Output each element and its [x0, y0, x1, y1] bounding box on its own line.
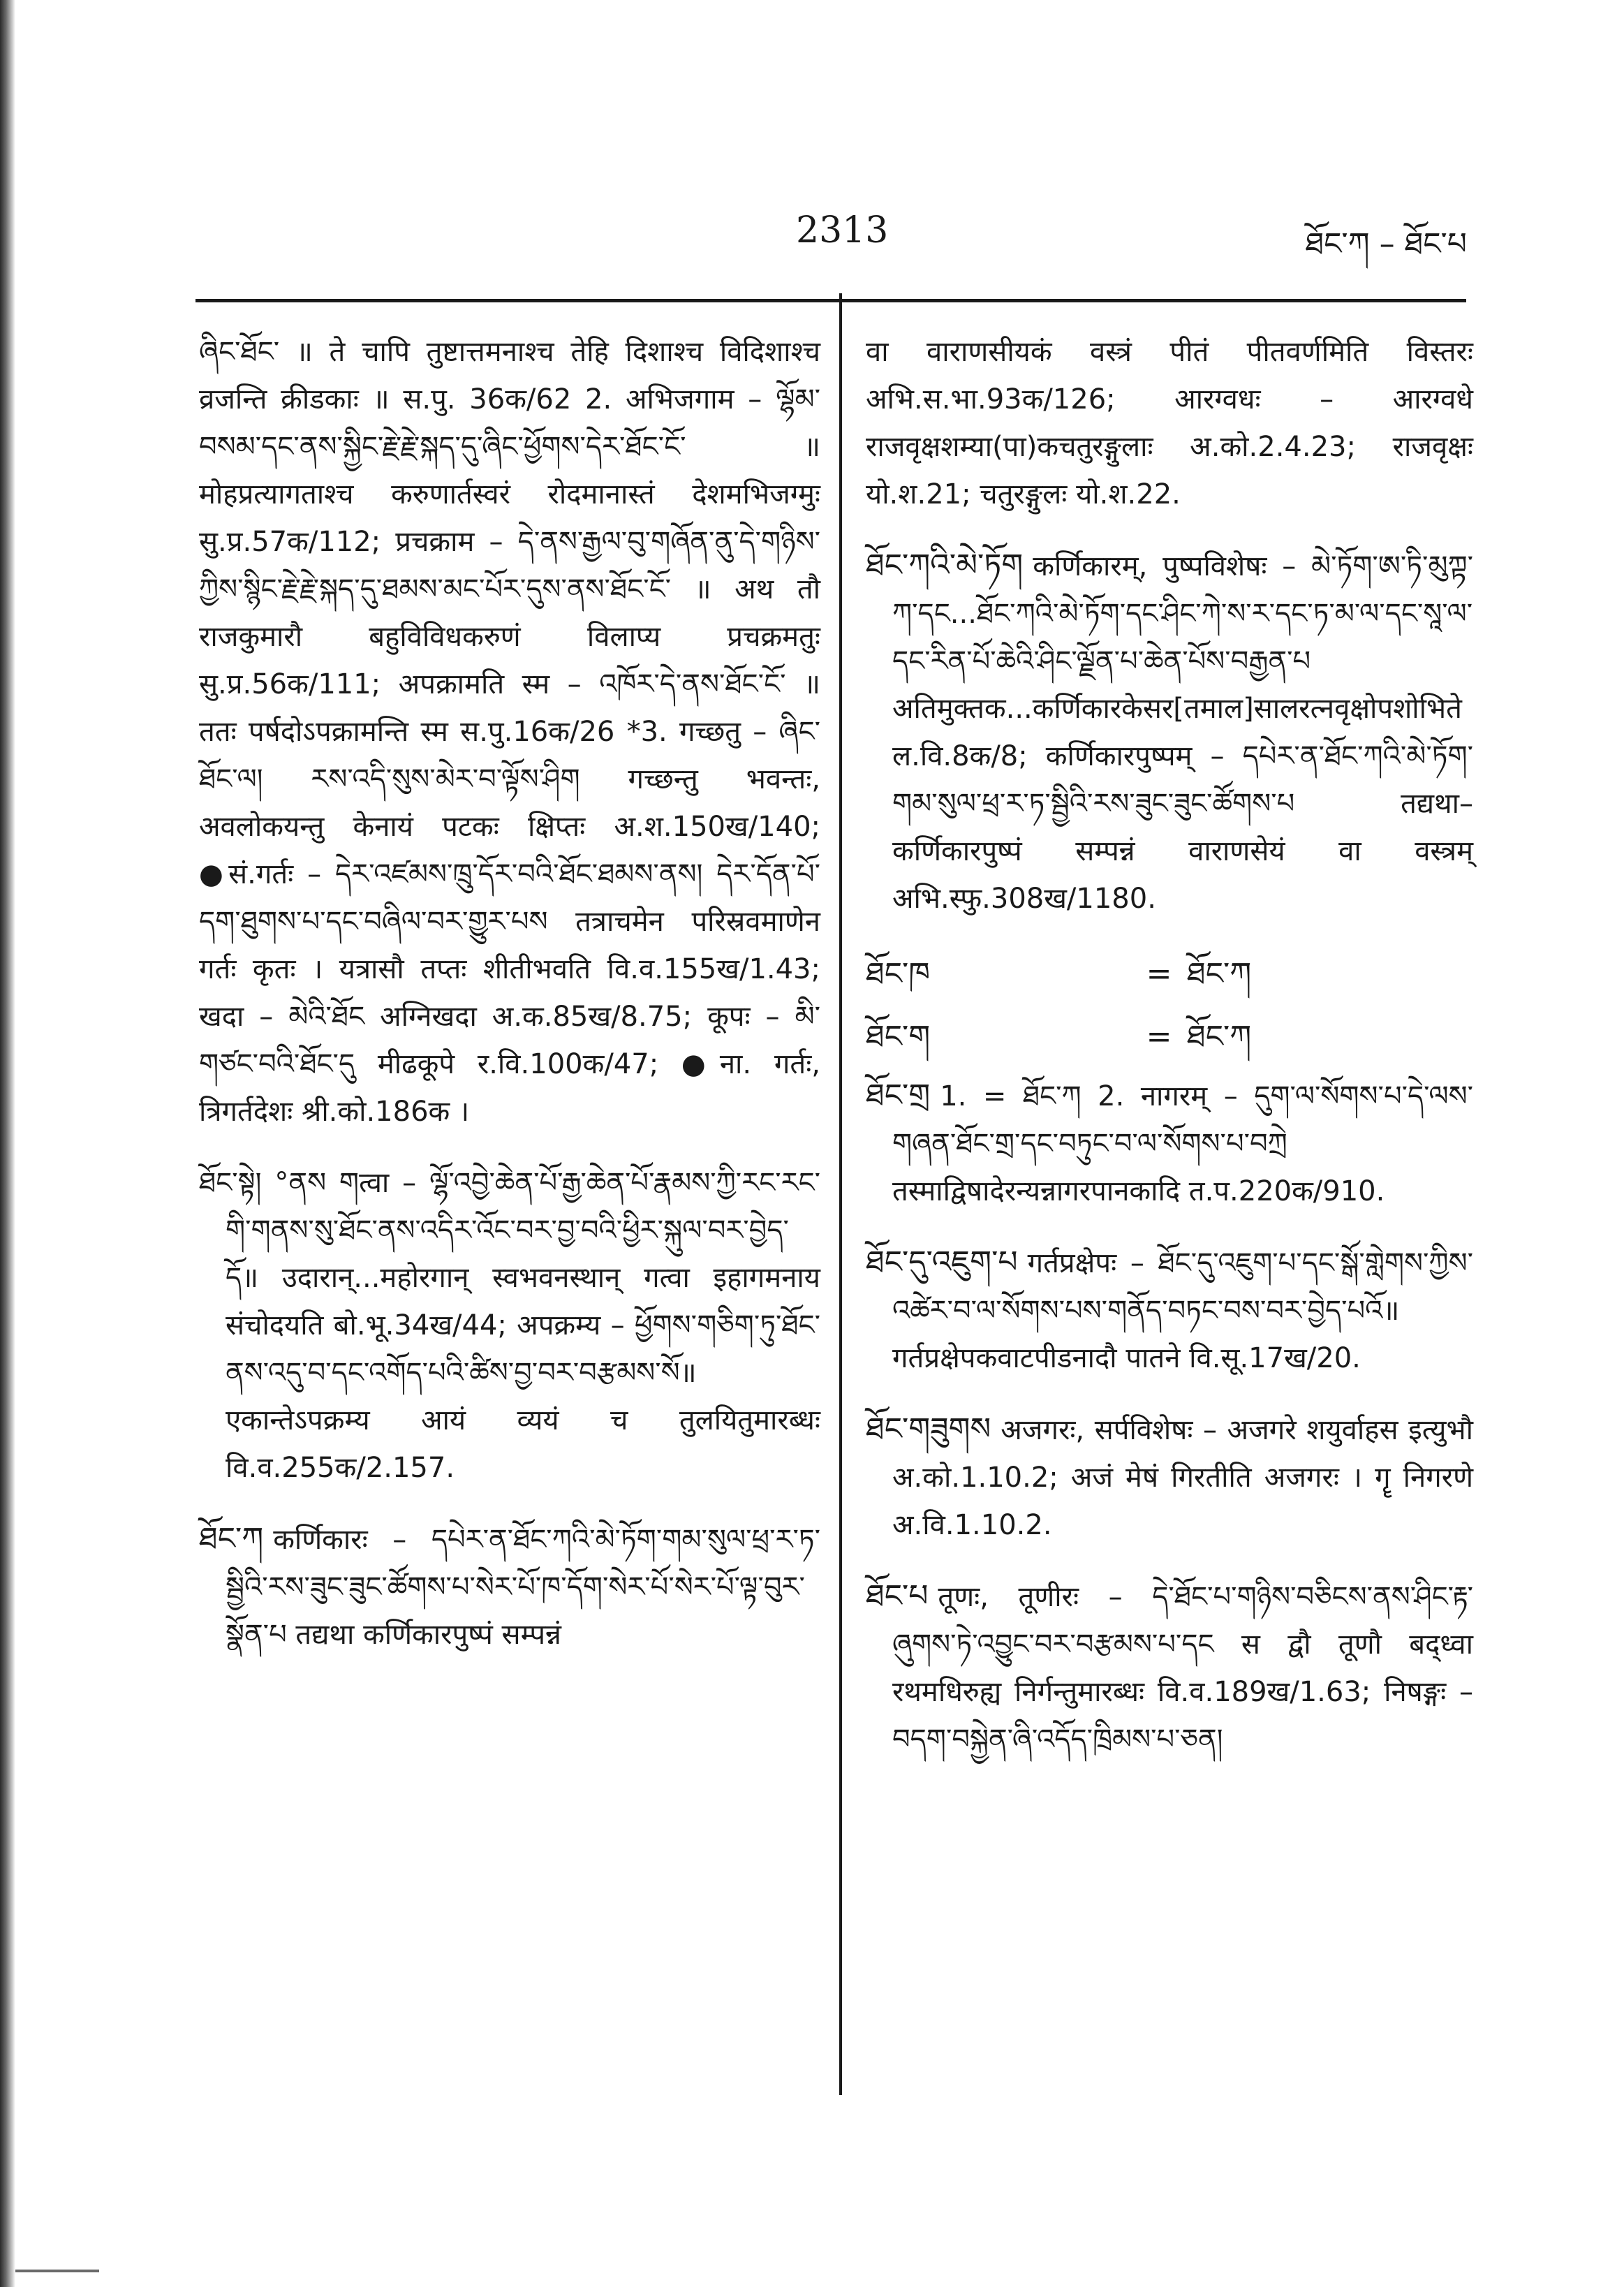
entry-gloss: गर्तप्रक्षेपः – ཐོང་དུ་འཇུག་པ་དང་སྒོ་གླེགས་ཀྱིས་འཚེར་བ་ལ་སོགས་པས་གནོད་བཏང་བས་བར་བྱེད་པའོ॥ गर्तप्रक्षेपकवाटपीडनादौ पातने वि.सू.17ख/20.: [892, 1247, 1473, 1374]
entry-gloss: ཐོང་སྟེ། °ནས གत्वा – ལྷོ་འབྱེ་ཆེན་པོ་རྒྱ་ཆེན་པོ་རྣམས་ཀྱི་རང་རང་གི་གནས་སུ་ཐོང་ནས་འདིར་འོང་བར་བྱ་བའི་ཕྱིར་སྐུལ་བར་བྱེད་དོ॥ उदारान्...महोरगान् स्वभवनस्थान् गत्वा इहागमनाय संचोदयति बो.भू.34ख/44; अपक्रम्य – ཕྱོགས་གཅིག་ཏུ་ཐོང་ནས་འདུ་བ་དང་འགོད་པའི་ཚིས་བྱ་བར་བརྩམས་སོ॥ एकान्तेऽपक्रम्य आयं व्ययं च तुलयितुमारब्धः वि.व.255क/2.157.: [199, 1167, 820, 1484]
entry-headword: ཐོང་ཀ: [199, 1521, 264, 1557]
entry-headword: ཐོང་པ: [866, 1578, 929, 1614]
scan-bottom-mark: [15, 2270, 99, 2272]
entry-headword: ཐོང་གཟུགས: [866, 1411, 991, 1447]
cross-reference-term: ཐོང་ཁ: [866, 956, 931, 992]
dictionary-entry: [199, 1515, 820, 1659]
dictionary-entry: [199, 1159, 820, 1492]
equals-sign: =: [1146, 1019, 1172, 1054]
dictionary-entry: [866, 1573, 1473, 1763]
left-column: [199, 328, 820, 1682]
continued-entry-text: ཞིང་ཐོང་ ॥ ते चापि तुष्टात्तमनाश्च तेहि दिशाश्च विदिशाश्च व्रजन्ति क्रीडकाः ॥ स.पु. 36क/62 2. अभिजगाम – ལྷོམ་བསམ་དང་ནས་སྐྱིང་རྗེ་རྗེ་སྐད་དུ་ཞིང་ཕྱོགས་དེར་ཐོང་ངོ་ ॥ मोहप्रत्यागताश्च करुणार्तस्वरं रोदमानास्तं देशमभिजग्मुः सु.प्र.57क/112; प्रचक्राम – དེ་ནས་རྒྱལ་བུ་གཞོན་ནུ་དེ་གཉིས་ཀྱིས་སྙིང་རྗེ་རྗེ་སྐད་དུ་ཐམས་མང་པོར་དུས་ནས་ཐོང་ངོ་ ॥ अथ तौ राजकुमारौ बहुविविधकरुणं विलाप्य प्रचक्रमतुः सु.प्र.56क/111; अपक्रामति स्म – འཁོར་དེ་ནས་ཐོང་ངོ་ ॥ ततः पर्षदोऽपक्रामन्ति स्म स.पु.16क/26 *3. गच्छतु – ཞིང་ཐོང་ལ། རས་འདི་སུས་མེར་བ་ལྟོས་ཤིག गच्छन्तु भवन्तः, अवलोकयन्तु केनायं पटकः क्षिप्तः अ.श.150ख/140; ●सं.गर्तः – དེར་འཛམས་ཁྲུ་དོར་བའི་ཐོང་ཐམས་ནས། དེར་དོན་པོ་དག་ཐུགས་པ་དང་བཞིལ་བར་གྱུར་པས तत्राचमेन परिस्रवमाणेन गर्तः कृतः । यत्रासौ तप्तः शीतीभवति वि.व.155ख/1.43; खदा – མེའི་ཐོང अग्निखदा अ.क.85ख/8.75; कूपः – མི་གཙང་བའི་ཐོང་དུ मीढकूपे र.वि.100क/47; ●ना. गर्तः, त्रिगर्तदेशः श्री.को.186क ।: [199, 336, 820, 1128]
column-divider: [839, 293, 842, 2095]
header-rule: [195, 299, 1466, 302]
equals-sign: =: [1146, 956, 1172, 992]
entry-headword: ཐོང་གྲ: [866, 1078, 931, 1113]
scan-edge-shadow: [0, 0, 15, 2287]
page-number: 2313: [796, 209, 889, 251]
cross-reference: [866, 1009, 1473, 1065]
cross-reference-term: ཐོང་ག: [866, 1019, 931, 1054]
cross-reference-target: ཐོང་ཀ: [1187, 1019, 1252, 1054]
entry-headword: ཐོང་དུ་འཇུག་པ: [866, 1244, 1018, 1280]
dictionary-entry: [866, 1406, 1473, 1549]
cross-reference-target: ཐོང་ཀ: [1187, 956, 1252, 992]
dictionary-entry: [866, 1072, 1473, 1215]
entry-headword: ཐོང་ཀའི་མེ་ཏོག: [866, 547, 1024, 583]
right-column: [866, 328, 1473, 1787]
entry-gloss: अजगरः, सर्पविशेषः – अजगरे शयुर्वाहस इत्युभौ अ.को.1.10.2; अजं मेषं गिरतीति अजगरः । गॄ निगरणे अ.वि.1.10.2.: [892, 1414, 1473, 1541]
running-head: ཐོང་ཀ – ཐོང་པ: [1305, 226, 1467, 262]
entry-gloss: कर्णिकारः – དཔེར་ན་ཐོང་ཀའི་མེ་ཏོག་གམ་སུལ་ཕྲ་ར་ཏ་སྦྱིའི་རས་ཟུང་ཟུང་ཚོགས་པ་སེར་པོ་ཁ་དོག་སེར་པོ་སེར་པོ་ལྟ་བུར་སྣོན་པ तद्यथा कर्णिकारपुष्पं सम्पन्नं: [226, 1524, 820, 1651]
entry-gloss: 1. = ཐོང་ཀ 2. नागरम् – དུག་ལ་སོགས་པ་དེ་ལས་གཞན་ཐོང་གྲ་དང་བཏུང་བ་ལ་སོགས་པ་བཀྲེ तस्माद्विषादेरन्यन्नागरपानकादि त.प.220क/910.: [892, 1080, 1473, 1207]
continued-entry-text: वा वाराणसीयकं वस्त्रं पीतं पीतवर्णमिति विस्तरः अभि.स.भा.93क/126; आरग्वधः – आरग्वधे राजवृक्षशम्या(पा)कचतुरङ्गुलाः अ.को.2.4.23; राजवृक्षः यो.श.21; चतुरङ्गुलः यो.श.22.: [866, 336, 1473, 510]
cross-reference: [866, 946, 1473, 1002]
dictionary-entry: [866, 542, 1473, 922]
entry-gloss: तूणः, तूणीरः – དེ་ཐོང་པ་གཉིས་བཅིངས་ནས་ཤིང་རྟ་ཞུགས་ཏེ་འབྱུང་བར་བརྩམས་པ་དང स द्वौ तूणौ बद्ध्वा रथमधिरुह्य निर्गन्तुमारब्धः वि.व.189ख/1.63; निषङ्गः – བདག་བསྐྱེན་ཞི་འདོད་ཁྲིམས་པ་ཅན།: [892, 1581, 1473, 1756]
dictionary-entry: [866, 1239, 1473, 1382]
entry-gloss: कर्णिकारम्, पुष्पविशेषः – མེ་ཏོག་ཨ་ཏི་མུཀྟ་ཀ་དང...ཐོང་ཀའི་མེ་ཏོག་དང་ཤིང་ཀེ་ས་ར་དང་ཏ་མ་ལ་དང་སཱ་ལ་དང་རིན་པོ་ཆེའི་ཤིང་ལྗོན་པ་ཆེན་པོས་བརྒྱན་པ अतिमुक्तक...कर्णिकारकेसर[तमाल]सालरत्नवृक्षोपशोभिते ल.वि.8क/8; कर्णिकारपुष्पम् – དཔེར་ན་ཐོང་ཀའི་མེ་ཏོག་གམ་སུལ་ཕྲ་ར་ཏ་སྦྱིའི་རས་ཟུང་ཟུང་ཚོགས་པ तद्यथा–कर्णिकारपुष्पं सम्पन्नं वाराणसेयं वा वस्त्रम् अभि.स्फु.308ख/1180.: [892, 550, 1473, 915]
